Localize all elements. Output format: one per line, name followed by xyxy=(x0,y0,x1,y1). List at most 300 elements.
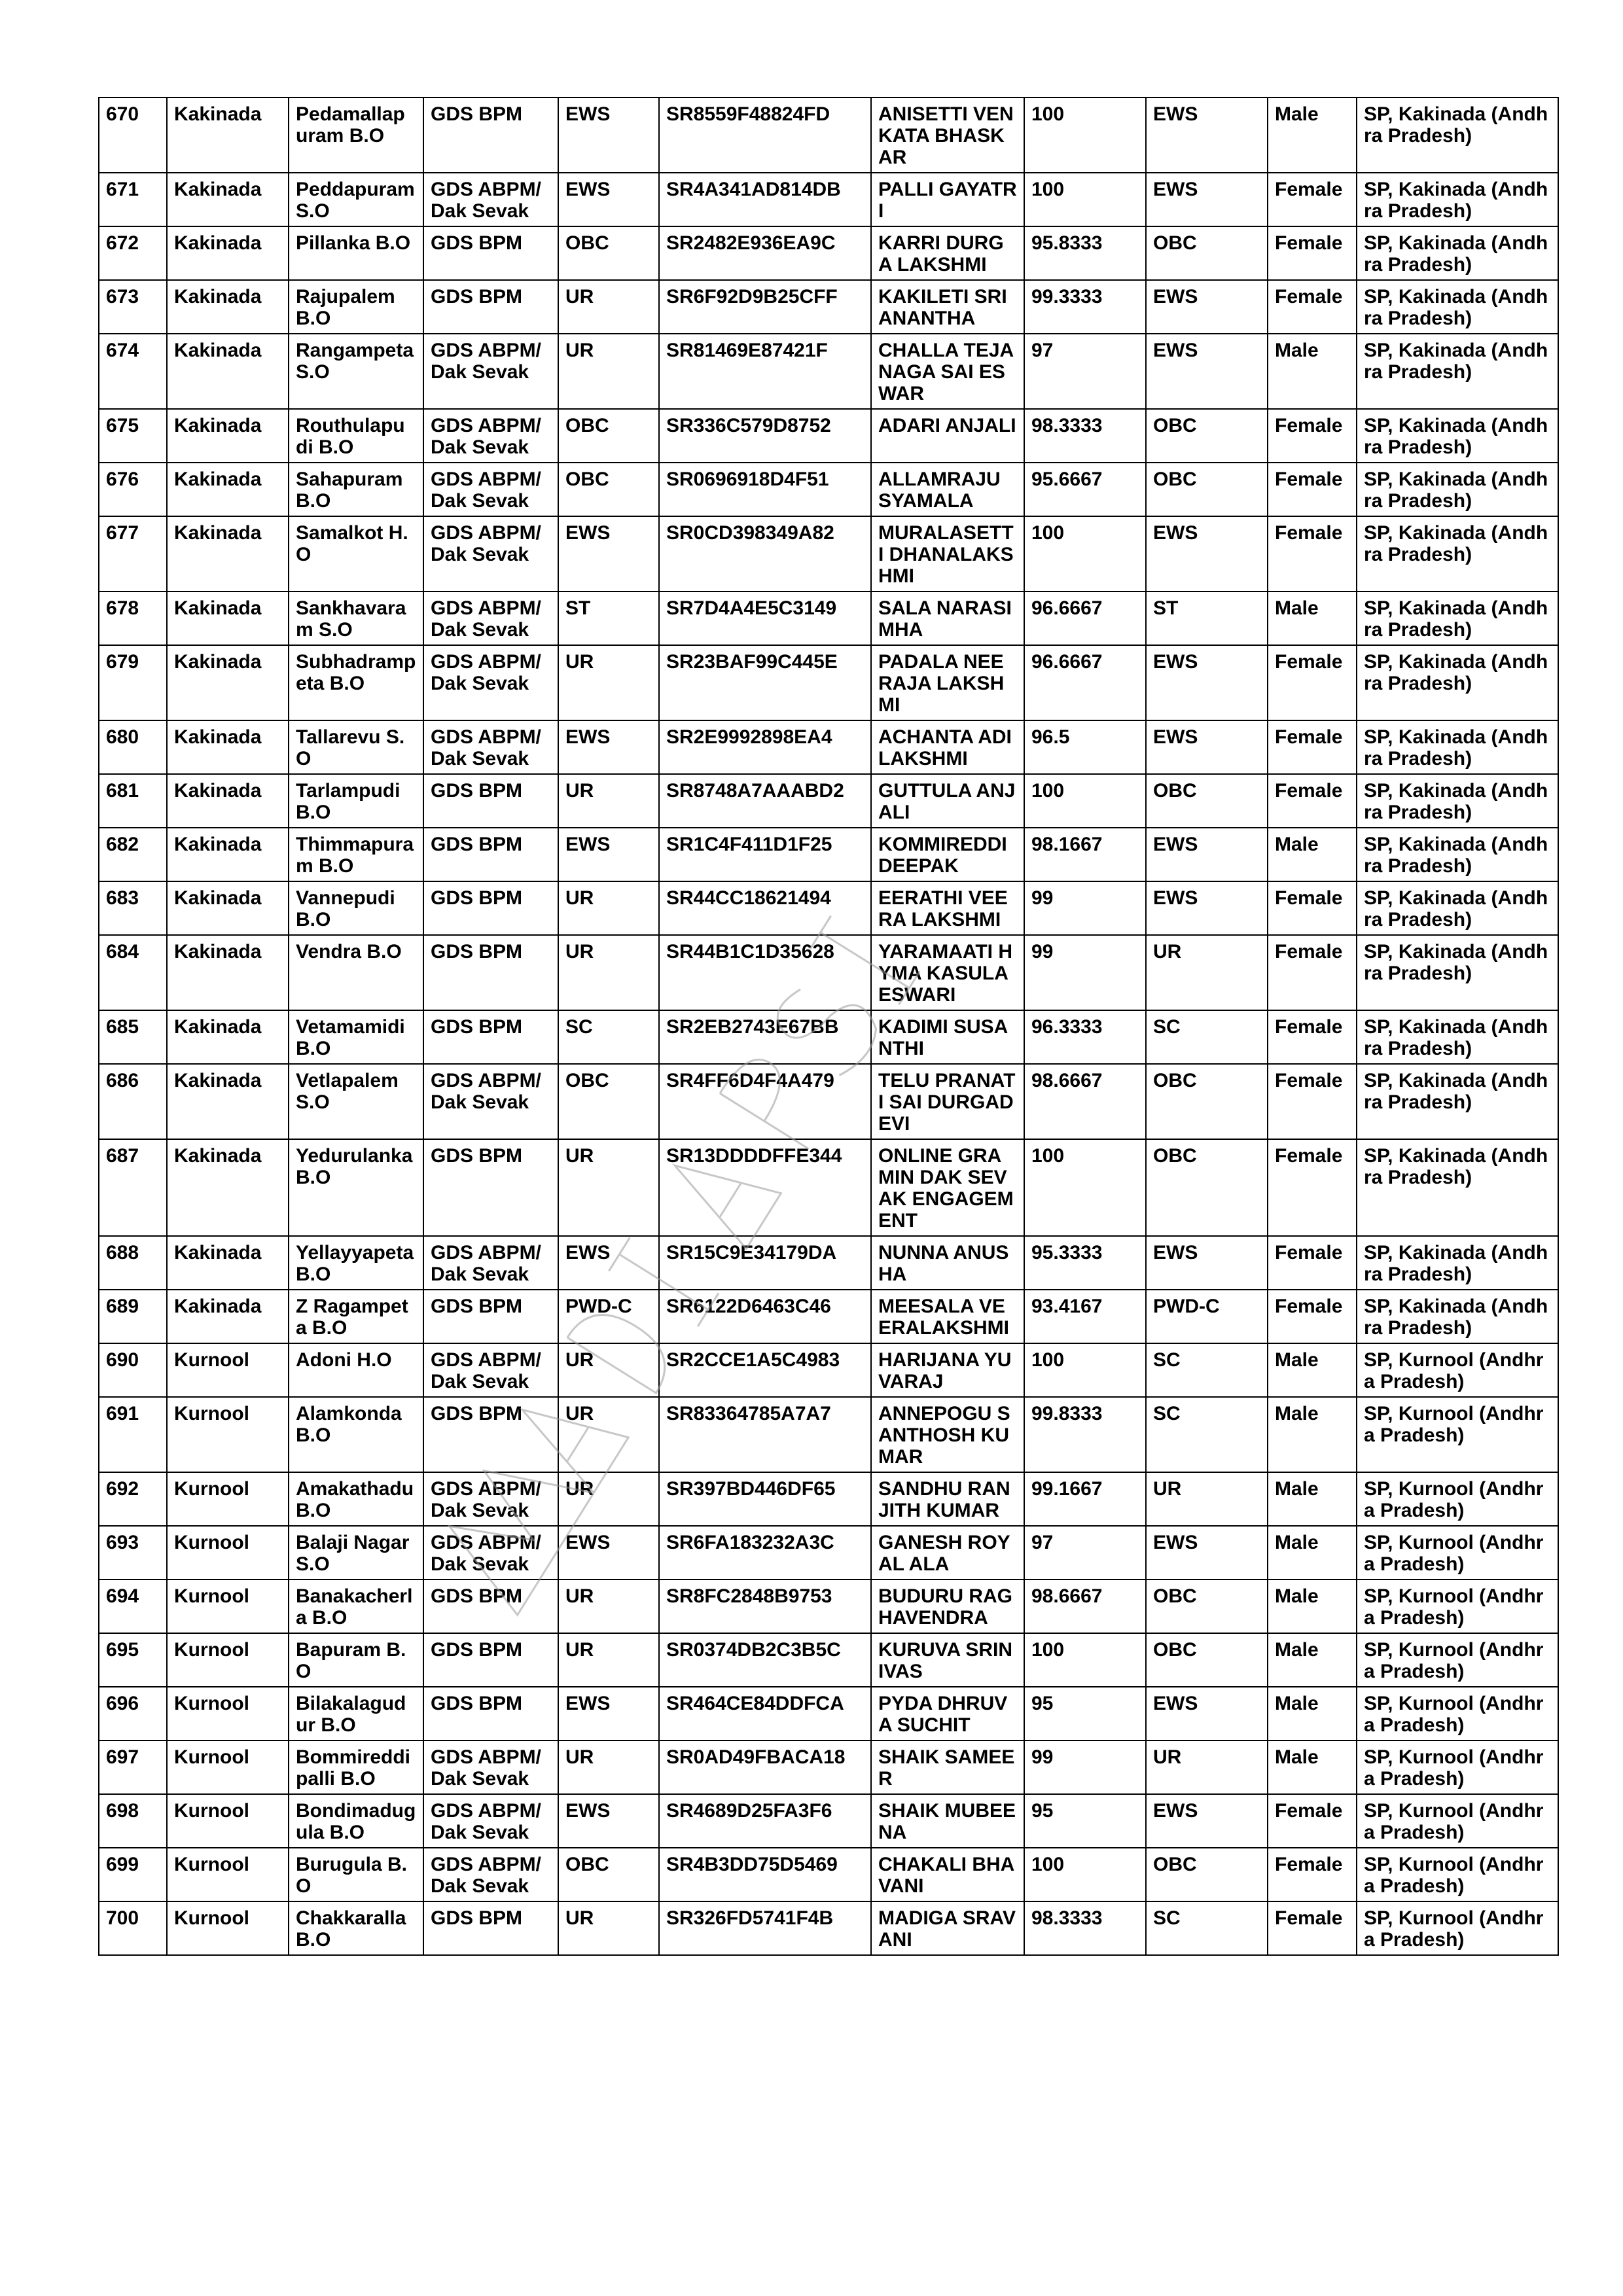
cell-registration-number: SR13DDDDFFE344 xyxy=(659,1139,871,1236)
cell-community: EWS xyxy=(558,1236,659,1290)
cell-approving-authority: SP, Kurnool (Andhra Pradesh) xyxy=(1357,1687,1558,1740)
cell-community: UR xyxy=(558,334,659,409)
cell-office-name: Bilakalagudur B.O xyxy=(289,1687,423,1740)
cell-post-name: GDS BPM xyxy=(423,280,558,334)
cell-sl-no: 673 xyxy=(99,280,167,334)
cell-post-name: GDS BPM xyxy=(423,828,558,881)
cell-community: EWS xyxy=(558,516,659,592)
cell-office-name: Amakathadu B.O xyxy=(289,1472,423,1526)
cell-office-name: Peddapuram S.O xyxy=(289,173,423,226)
cell-candidate-name: MADIGA SRAVANI xyxy=(871,1901,1024,1955)
cell-post-name: GDS BPM xyxy=(423,1901,558,1955)
table-row xyxy=(99,226,1558,280)
cell-candidate-name: EERATHI VEERA LAKSHMI xyxy=(871,881,1024,935)
cell-office-name: Routhulapudi B.O xyxy=(289,409,423,463)
cell-gender: Female xyxy=(1268,1848,1357,1901)
cell-candidate-name: CHALLA TEJA NAGA SAI ESWAR xyxy=(871,334,1024,409)
cell-selected-community: EWS xyxy=(1146,280,1268,334)
cell-sl-no: 687 xyxy=(99,1139,167,1236)
cell-marks: 96.6667 xyxy=(1024,592,1146,645)
cell-approving-authority: SP, Kakinada (Andhra Pradesh) xyxy=(1357,1064,1558,1139)
cell-sl-no: 679 xyxy=(99,645,167,720)
cell-sl-no: 672 xyxy=(99,226,167,280)
cell-division: Kakinada xyxy=(167,516,289,592)
cell-marks: 99 xyxy=(1024,1740,1146,1794)
cell-division: Kakinada xyxy=(167,334,289,409)
cell-approving-authority: SP, Kurnool (Andhra Pradesh) xyxy=(1357,1740,1558,1794)
cell-registration-number: SR2EB2743E67BB xyxy=(659,1010,871,1064)
cell-approving-authority: SP, Kurnool (Andhra Pradesh) xyxy=(1357,1901,1558,1955)
cell-registration-number: SR4FF6D4F4A479 xyxy=(659,1064,871,1139)
cell-gender: Female xyxy=(1268,1236,1357,1290)
cell-sl-no: 671 xyxy=(99,173,167,226)
cell-marks: 99.3333 xyxy=(1024,280,1146,334)
cell-registration-number: SR4A341AD814DB xyxy=(659,173,871,226)
cell-office-name: Rangampeta S.O xyxy=(289,334,423,409)
cell-selected-community: SC xyxy=(1146,1010,1268,1064)
cell-sl-no: 678 xyxy=(99,592,167,645)
cell-division: Kakinada xyxy=(167,463,289,516)
cell-division: Kakinada xyxy=(167,1139,289,1236)
cell-sl-no: 691 xyxy=(99,1397,167,1472)
cell-marks: 100 xyxy=(1024,1343,1146,1397)
table-row xyxy=(99,173,1558,226)
cell-registration-number: SR326FD5741F4B xyxy=(659,1901,871,1955)
cell-office-name: Burugula B.O xyxy=(289,1848,423,1901)
cell-approving-authority: SP, Kakinada (Andhra Pradesh) xyxy=(1357,645,1558,720)
cell-sl-no: 670 xyxy=(99,97,167,173)
cell-office-name: Subhadrampeta B.O xyxy=(289,645,423,720)
cell-selected-community: OBC xyxy=(1146,1633,1268,1687)
cell-post-name: GDS ABPM/ Dak Sevak xyxy=(423,1740,558,1794)
cell-division: Kakinada xyxy=(167,409,289,463)
cell-marks: 100 xyxy=(1024,173,1146,226)
cell-selected-community: OBC xyxy=(1146,1580,1268,1633)
cell-selected-community: OBC xyxy=(1146,463,1268,516)
table-row xyxy=(99,280,1558,334)
table-row xyxy=(99,1397,1558,1472)
cell-registration-number: SR7D4A4E5C3149 xyxy=(659,592,871,645)
cell-registration-number: SR0AD49FBACA18 xyxy=(659,1740,871,1794)
cell-post-name: GDS ABPM/ Dak Sevak xyxy=(423,592,558,645)
cell-post-name: GDS ABPM/ Dak Sevak xyxy=(423,1343,558,1397)
cell-office-name: Chakkaralla B.O xyxy=(289,1901,423,1955)
cell-sl-no: 680 xyxy=(99,720,167,774)
cell-post-name: GDS ABPM/ Dak Sevak xyxy=(423,720,558,774)
cell-office-name: Tarlampudi B.O xyxy=(289,774,423,828)
cell-office-name: Z Ragampeta B.O xyxy=(289,1290,423,1343)
cell-division: Kakinada xyxy=(167,592,289,645)
cell-candidate-name: SALA NARASIMHA xyxy=(871,592,1024,645)
cell-office-name: Bapuram B.O xyxy=(289,1633,423,1687)
cell-post-name: GDS BPM xyxy=(423,226,558,280)
cell-division: Kakinada xyxy=(167,1290,289,1343)
cell-approving-authority: SP, Kakinada (Andhra Pradesh) xyxy=(1357,280,1558,334)
cell-division: Kakinada xyxy=(167,881,289,935)
cell-approving-authority: SP, Kurnool (Andhra Pradesh) xyxy=(1357,1526,1558,1580)
cell-gender: Female xyxy=(1268,774,1357,828)
cell-candidate-name: TELU PRANATI SAI DURGADEVI xyxy=(871,1064,1024,1139)
cell-candidate-name: GANESH ROYAL ALA xyxy=(871,1526,1024,1580)
cell-community: UR xyxy=(558,1580,659,1633)
cell-community: UR xyxy=(558,1472,659,1526)
cell-sl-no: 683 xyxy=(99,881,167,935)
cell-selected-community: SC xyxy=(1146,1901,1268,1955)
cell-gender: Female xyxy=(1268,1794,1357,1848)
cell-gender: Female xyxy=(1268,1139,1357,1236)
cell-selected-community: EWS xyxy=(1146,828,1268,881)
cell-post-name: GDS ABPM/ Dak Sevak xyxy=(423,1526,558,1580)
cell-community: UR xyxy=(558,881,659,935)
table-row xyxy=(99,1236,1558,1290)
cell-sl-no: 677 xyxy=(99,516,167,592)
cell-selected-community: EWS xyxy=(1146,1687,1268,1740)
cell-approving-authority: SP, Kurnool (Andhra Pradesh) xyxy=(1357,1472,1558,1526)
cell-approving-authority: SP, Kakinada (Andhra Pradesh) xyxy=(1357,173,1558,226)
cell-gender: Male xyxy=(1268,1633,1357,1687)
cell-division: Kakinada xyxy=(167,645,289,720)
table-body xyxy=(99,97,1558,1955)
cell-division: Kakinada xyxy=(167,1236,289,1290)
cell-selected-community: SC xyxy=(1146,1397,1268,1472)
table-row xyxy=(99,645,1558,720)
cell-community: UR xyxy=(558,1397,659,1472)
cell-sl-no: 699 xyxy=(99,1848,167,1901)
table-row xyxy=(99,97,1558,173)
cell-sl-no: 698 xyxy=(99,1794,167,1848)
cell-marks: 98.3333 xyxy=(1024,409,1146,463)
cell-community: UR xyxy=(558,774,659,828)
cell-office-name: Vannepudi B.O xyxy=(289,881,423,935)
cell-selected-community: OBC xyxy=(1146,1064,1268,1139)
cell-community: OBC xyxy=(558,463,659,516)
cell-division: Kurnool xyxy=(167,1901,289,1955)
cell-registration-number: SR1C4F411D1F25 xyxy=(659,828,871,881)
table-row xyxy=(99,1580,1558,1633)
cell-division: Kurnool xyxy=(167,1343,289,1397)
cell-division: Kurnool xyxy=(167,1687,289,1740)
cell-selected-community: EWS xyxy=(1146,881,1268,935)
cell-candidate-name: ALLAMRAJU SYAMALA xyxy=(871,463,1024,516)
cell-community: EWS xyxy=(558,97,659,173)
cell-registration-number: SR8559F48824FD xyxy=(659,97,871,173)
cell-candidate-name: ACHANTA ADILAKSHMI xyxy=(871,720,1024,774)
cell-approving-authority: SP, Kurnool (Andhra Pradesh) xyxy=(1357,1397,1558,1472)
cell-sl-no: 674 xyxy=(99,334,167,409)
cell-gender: Male xyxy=(1268,334,1357,409)
cell-registration-number: SR2482E936EA9C xyxy=(659,226,871,280)
cell-selected-community: OBC xyxy=(1146,1848,1268,1901)
cell-marks: 96.3333 xyxy=(1024,1010,1146,1064)
table-row xyxy=(99,334,1558,409)
table-row xyxy=(99,935,1558,1010)
cell-sl-no: 694 xyxy=(99,1580,167,1633)
cell-registration-number: SR6FA183232A3C xyxy=(659,1526,871,1580)
cell-post-name: GDS BPM xyxy=(423,881,558,935)
cell-marks: 98.6667 xyxy=(1024,1580,1146,1633)
cell-registration-number: SR8748A7AAABD2 xyxy=(659,774,871,828)
cell-marks: 100 xyxy=(1024,1139,1146,1236)
cell-registration-number: SR2E9992898EA4 xyxy=(659,720,871,774)
cell-community: PWD-C xyxy=(558,1290,659,1343)
cell-marks: 96.6667 xyxy=(1024,645,1146,720)
results-page xyxy=(98,97,1558,1956)
table-row xyxy=(99,1139,1558,1236)
cell-sl-no: 697 xyxy=(99,1740,167,1794)
cell-approving-authority: SP, Kakinada (Andhra Pradesh) xyxy=(1357,592,1558,645)
cell-post-name: GDS ABPM/ Dak Sevak xyxy=(423,334,558,409)
cell-candidate-name: SHAIK SAMEER xyxy=(871,1740,1024,1794)
cell-candidate-name: ONLINE GRAMIN DAK SEVAK ENGAGEMENT xyxy=(871,1139,1024,1236)
cell-gender: Female xyxy=(1268,881,1357,935)
cell-sl-no: 695 xyxy=(99,1633,167,1687)
cell-division: Kurnool xyxy=(167,1472,289,1526)
cell-marks: 97 xyxy=(1024,334,1146,409)
cell-post-name: GDS ABPM/ Dak Sevak xyxy=(423,516,558,592)
cell-marks: 99.8333 xyxy=(1024,1397,1146,1472)
cell-community: ST xyxy=(558,592,659,645)
cell-marks: 95.6667 xyxy=(1024,463,1146,516)
cell-registration-number: SR44CC18621494 xyxy=(659,881,871,935)
cell-selected-community: EWS xyxy=(1146,645,1268,720)
cell-candidate-name: SHAIK MUBEENA xyxy=(871,1794,1024,1848)
cell-post-name: GDS ABPM/ Dak Sevak xyxy=(423,409,558,463)
cell-candidate-name: PADALA NEERAJA LAKSHMI xyxy=(871,645,1024,720)
cell-sl-no: 681 xyxy=(99,774,167,828)
cell-registration-number: SR0374DB2C3B5C xyxy=(659,1633,871,1687)
cell-selected-community: ST xyxy=(1146,592,1268,645)
cell-approving-authority: SP, Kakinada (Andhra Pradesh) xyxy=(1357,935,1558,1010)
cell-community: UR xyxy=(558,935,659,1010)
cell-division: Kurnool xyxy=(167,1580,289,1633)
cell-marks: 100 xyxy=(1024,516,1146,592)
cell-approving-authority: SP, Kurnool (Andhra Pradesh) xyxy=(1357,1633,1558,1687)
cell-office-name: Bondimadugula B.O xyxy=(289,1794,423,1848)
cell-selected-community: UR xyxy=(1146,1740,1268,1794)
cell-selected-community: SC xyxy=(1146,1343,1268,1397)
cell-division: Kakinada xyxy=(167,97,289,173)
cell-marks: 100 xyxy=(1024,774,1146,828)
cell-gender: Male xyxy=(1268,1397,1357,1472)
table-row xyxy=(99,516,1558,592)
cell-gender: Male xyxy=(1268,1343,1357,1397)
table-row xyxy=(99,1901,1558,1955)
cell-post-name: GDS BPM xyxy=(423,935,558,1010)
cell-office-name: Rajupalem B.O xyxy=(289,280,423,334)
cell-sl-no: 675 xyxy=(99,409,167,463)
cell-candidate-name: ANISETTI VENKATA BHASKAR xyxy=(871,97,1024,173)
cell-post-name: GDS ABPM/ Dak Sevak xyxy=(423,463,558,516)
cell-post-name: GDS BPM xyxy=(423,1633,558,1687)
cell-post-name: GDS BPM xyxy=(423,1397,558,1472)
cell-marks: 100 xyxy=(1024,1633,1146,1687)
cell-community: UR xyxy=(558,1343,659,1397)
cell-community: OBC xyxy=(558,1848,659,1901)
table-row xyxy=(99,774,1558,828)
cell-community: OBC xyxy=(558,226,659,280)
cell-sl-no: 692 xyxy=(99,1472,167,1526)
cell-sl-no: 696 xyxy=(99,1687,167,1740)
cell-gender: Female xyxy=(1268,935,1357,1010)
cell-community: UR xyxy=(558,645,659,720)
cell-post-name: GDS ABPM/ Dak Sevak xyxy=(423,1064,558,1139)
cell-marks: 96.5 xyxy=(1024,720,1146,774)
cell-post-name: GDS BPM xyxy=(423,774,558,828)
cell-post-name: GDS BPM xyxy=(423,1687,558,1740)
cell-community: UR xyxy=(558,1901,659,1955)
cell-selected-community: OBC xyxy=(1146,226,1268,280)
cell-approving-authority: SP, Kakinada (Andhra Pradesh) xyxy=(1357,463,1558,516)
cell-gender: Male xyxy=(1268,97,1357,173)
table-row xyxy=(99,1472,1558,1526)
cell-office-name: Alamkonda B.O xyxy=(289,1397,423,1472)
cell-division: Kakinada xyxy=(167,1064,289,1139)
cell-post-name: GDS ABPM/ Dak Sevak xyxy=(423,173,558,226)
cell-approving-authority: SP, Kakinada (Andhra Pradesh) xyxy=(1357,97,1558,173)
cell-candidate-name: CHAKALI BHAVANI xyxy=(871,1848,1024,1901)
cell-marks: 100 xyxy=(1024,97,1146,173)
cell-division: Kakinada xyxy=(167,280,289,334)
cell-sl-no: 690 xyxy=(99,1343,167,1397)
cell-marks: 100 xyxy=(1024,1848,1146,1901)
cell-community: UR xyxy=(558,1633,659,1687)
cell-division: Kakinada xyxy=(167,173,289,226)
cell-registration-number: SR336C579D8752 xyxy=(659,409,871,463)
cell-candidate-name: NUNNA ANUSHA xyxy=(871,1236,1024,1290)
cell-registration-number: SR6122D6463C46 xyxy=(659,1290,871,1343)
cell-candidate-name: KURUVA SRINIVAS xyxy=(871,1633,1024,1687)
cell-candidate-name: YARAMAATI HYMA KASULA ESWARI xyxy=(871,935,1024,1010)
cell-office-name: Banakacherla B.O xyxy=(289,1580,423,1633)
cell-office-name: Balaji Nagar S.O xyxy=(289,1526,423,1580)
cell-office-name: Vendra B.O xyxy=(289,935,423,1010)
cell-community: UR xyxy=(558,1740,659,1794)
cell-marks: 95 xyxy=(1024,1794,1146,1848)
table-row xyxy=(99,1740,1558,1794)
merit-list-table xyxy=(98,97,1559,1956)
cell-marks: 98.1667 xyxy=(1024,828,1146,881)
cell-selected-community: PWD-C xyxy=(1146,1290,1268,1343)
cell-office-name: Vetlapalem S.O xyxy=(289,1064,423,1139)
cell-selected-community: UR xyxy=(1146,1472,1268,1526)
cell-registration-number: SR0696918D4F51 xyxy=(659,463,871,516)
cell-candidate-name: HARIJANA YUVARAJ xyxy=(871,1343,1024,1397)
cell-gender: Male xyxy=(1268,1472,1357,1526)
cell-approving-authority: SP, Kurnool (Andhra Pradesh) xyxy=(1357,1794,1558,1848)
cell-approving-authority: SP, Kakinada (Andhra Pradesh) xyxy=(1357,516,1558,592)
cell-office-name: Vetamamidi B.O xyxy=(289,1010,423,1064)
cell-post-name: GDS BPM xyxy=(423,1010,558,1064)
cell-approving-authority: SP, Kurnool (Andhra Pradesh) xyxy=(1357,1848,1558,1901)
cell-registration-number: SR2CCE1A5C4983 xyxy=(659,1343,871,1397)
cell-division: Kurnool xyxy=(167,1794,289,1848)
cell-sl-no: 676 xyxy=(99,463,167,516)
cell-selected-community: EWS xyxy=(1146,173,1268,226)
table-row xyxy=(99,1848,1558,1901)
cell-sl-no: 684 xyxy=(99,935,167,1010)
cell-selected-community: EWS xyxy=(1146,1794,1268,1848)
cell-selected-community: OBC xyxy=(1146,1139,1268,1236)
cell-gender: Male xyxy=(1268,1580,1357,1633)
cell-selected-community: EWS xyxy=(1146,516,1268,592)
cell-post-name: GDS ABPM/ Dak Sevak xyxy=(423,1472,558,1526)
cell-marks: 97 xyxy=(1024,1526,1146,1580)
table-row xyxy=(99,1633,1558,1687)
cell-sl-no: 682 xyxy=(99,828,167,881)
cell-marks: 95.8333 xyxy=(1024,226,1146,280)
cell-gender: Female xyxy=(1268,1010,1357,1064)
table-row xyxy=(99,592,1558,645)
cell-community: EWS xyxy=(558,1526,659,1580)
cell-selected-community: EWS xyxy=(1146,1526,1268,1580)
cell-selected-community: EWS xyxy=(1146,720,1268,774)
cell-community: EWS xyxy=(558,173,659,226)
cell-selected-community: UR xyxy=(1146,935,1268,1010)
cell-approving-authority: SP, Kakinada (Andhra Pradesh) xyxy=(1357,1290,1558,1343)
cell-registration-number: SR8FC2848B9753 xyxy=(659,1580,871,1633)
cell-gender: Female xyxy=(1268,463,1357,516)
cell-selected-community: OBC xyxy=(1146,774,1268,828)
cell-registration-number: SR0CD398349A82 xyxy=(659,516,871,592)
cell-candidate-name: PALLI GAYATRI xyxy=(871,173,1024,226)
cell-office-name: Adoni H.O xyxy=(289,1343,423,1397)
cell-approving-authority: SP, Kurnool (Andhra Pradesh) xyxy=(1357,1580,1558,1633)
cell-office-name: Bommireddipalli B.O xyxy=(289,1740,423,1794)
cell-candidate-name: BUDURU RAGHAVENDRA xyxy=(871,1580,1024,1633)
cell-gender: Male xyxy=(1268,1740,1357,1794)
cell-approving-authority: SP, Kakinada (Andhra Pradesh) xyxy=(1357,881,1558,935)
cell-post-name: GDS BPM xyxy=(423,1139,558,1236)
table-row xyxy=(99,1687,1558,1740)
cell-candidate-name: PYDA DHRUVA SUCHIT xyxy=(871,1687,1024,1740)
table-row xyxy=(99,1343,1558,1397)
cell-registration-number: SR81469E87421F xyxy=(659,334,871,409)
cell-community: EWS xyxy=(558,828,659,881)
cell-sl-no: 689 xyxy=(99,1290,167,1343)
cell-candidate-name: ANNEPOGU SANTHOSH KUMAR xyxy=(871,1397,1024,1472)
cell-division: Kakinada xyxy=(167,226,289,280)
cell-community: SC xyxy=(558,1010,659,1064)
cell-sl-no: 688 xyxy=(99,1236,167,1290)
cell-gender: Female xyxy=(1268,409,1357,463)
cell-gender: Male xyxy=(1268,1687,1357,1740)
table-row xyxy=(99,409,1558,463)
cell-registration-number: SR83364785A7A7 xyxy=(659,1397,871,1472)
cell-sl-no: 686 xyxy=(99,1064,167,1139)
table-row xyxy=(99,881,1558,935)
cell-gender: Female xyxy=(1268,645,1357,720)
table-row xyxy=(99,1794,1558,1848)
cell-post-name: GDS ABPM/ Dak Sevak xyxy=(423,1794,558,1848)
cell-community: UR xyxy=(558,1139,659,1236)
cell-candidate-name: GUTTULA ANJALI xyxy=(871,774,1024,828)
table-row xyxy=(99,828,1558,881)
cell-gender: Male xyxy=(1268,828,1357,881)
cell-marks: 99 xyxy=(1024,881,1146,935)
cell-selected-community: EWS xyxy=(1146,334,1268,409)
cell-marks: 98.6667 xyxy=(1024,1064,1146,1139)
cell-gender: Female xyxy=(1268,720,1357,774)
cell-selected-community: EWS xyxy=(1146,97,1268,173)
cell-candidate-name: MURALASETTI DHANALAKSHMI xyxy=(871,516,1024,592)
cell-registration-number: SR4B3DD75D5469 xyxy=(659,1848,871,1901)
cell-post-name: GDS BPM xyxy=(423,1580,558,1633)
cell-office-name: Sahapuram B.O xyxy=(289,463,423,516)
cell-division: Kurnool xyxy=(167,1526,289,1580)
cell-marks: 95 xyxy=(1024,1687,1146,1740)
cell-candidate-name: MEESALA VEERALAKSHMI xyxy=(871,1290,1024,1343)
cell-approving-authority: SP, Kakinada (Andhra Pradesh) xyxy=(1357,1139,1558,1236)
